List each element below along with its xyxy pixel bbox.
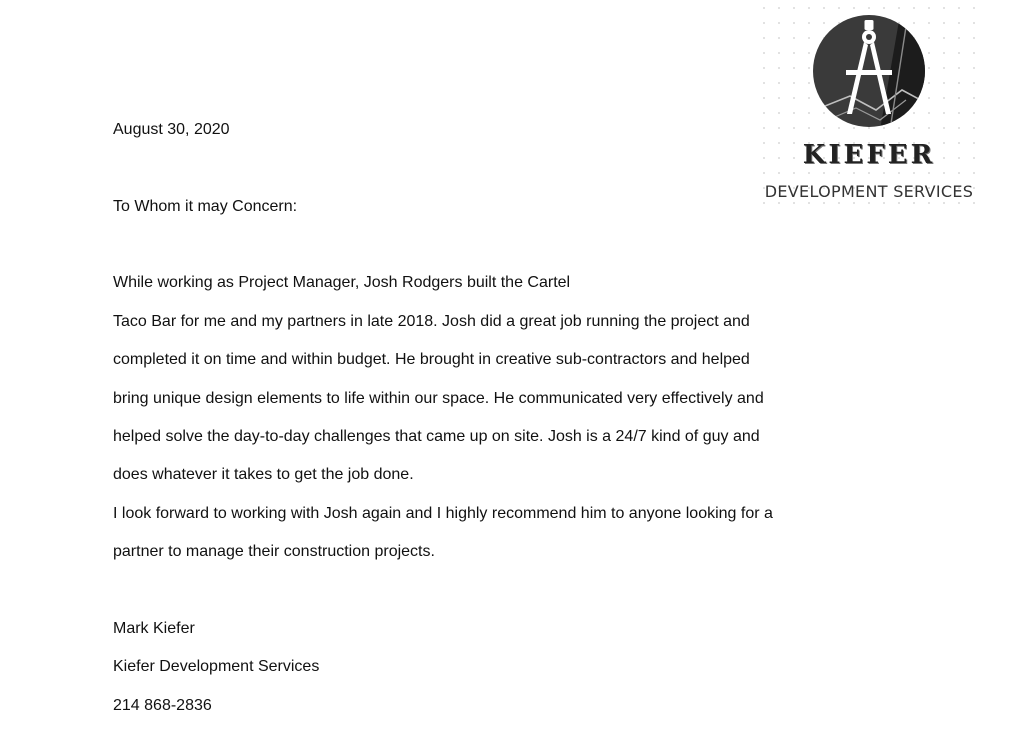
body-line: partner to manage their construction projects. [113,543,435,560]
company-logo [758,0,988,215]
signature-name: Mark Kiefer [113,620,195,637]
letter-salutation: To Whom it may Concern: [113,198,298,215]
signature-company: Kiefer Development Services [113,658,320,675]
body-line: does whatever it takes to get the job done. [113,466,414,483]
logo-subtitle: DEVELOPMENT SERVICES [764,182,974,201]
signature-phone: 214 868-2836 [113,697,212,714]
logo-title: KIEFER [802,140,936,170]
drafting-compass-icon [810,12,928,130]
body-line: completed it on time and within budget. He brought in creative sub-contractors and helped [113,351,750,368]
body-line: helped solve the day-to-day challenges that came up on site. Josh is a 24/7 kind of guy and [113,428,760,445]
body-line: I look forward to working with Josh again and I highly recommend him to anyone looking for a [113,505,773,522]
letter-date: August 30, 2020 [113,121,230,138]
body-line: bring unique design elements to life within our space. He communicated very effectively and [113,390,764,407]
body-line: While working as Project Manager, Josh Rodgers built the Cartel [113,274,571,291]
body-line: Taco Bar for me and my partners in late 2018. Josh did a great job running the project and [113,313,750,330]
